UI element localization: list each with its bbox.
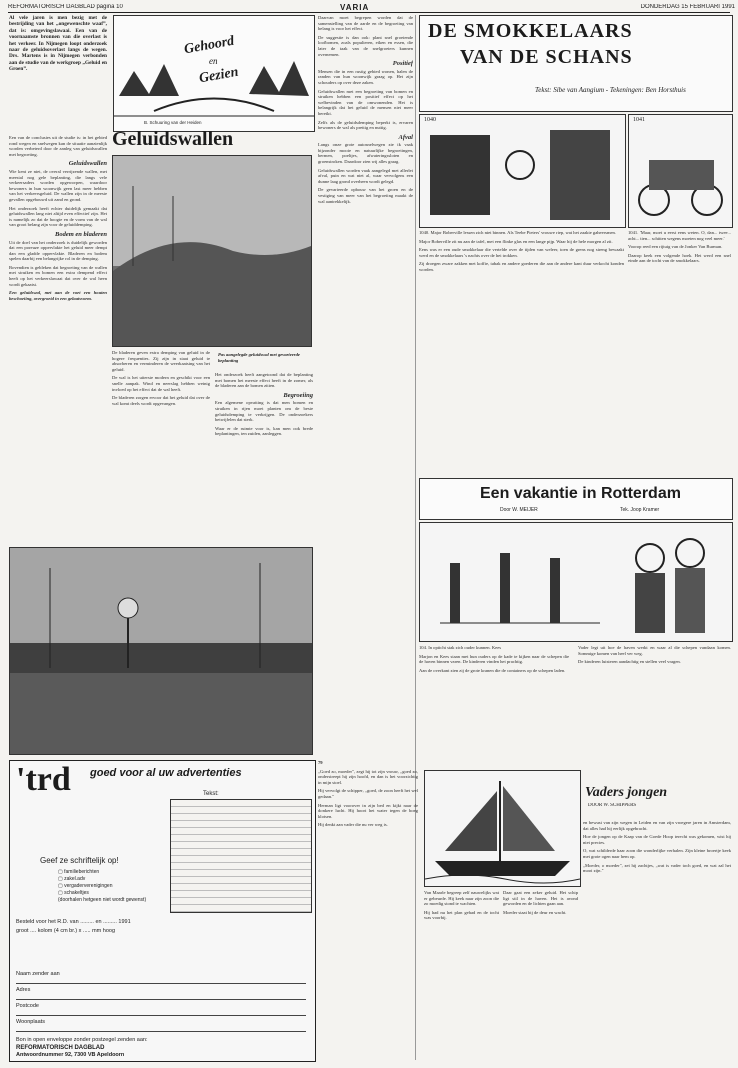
story-column-4: en bewust van zijn wegen in Leiden en van zijn vroegere jaren in Amsterdam, dat alles had hij eerlijk opgebracht. Hoe de jongen op de Kaap van de Goede Hoop terecht was gekomen, wist hij niet precies. O, wat schilderde haar zoon die wonderlijke verhalen. Zijn kleine broertje keek met grote ogen naar hem op. „Moeder, o moeder", zei hij zachtjes, „wat is vader toch goed, en wat zal het mooi zijn." [583, 820, 731, 874]
column-title-line2: en [209, 56, 218, 66]
ad-field-name[interactable]: Naam zender aan [16, 971, 306, 984]
ad-footer-name: REFORMATORISCH DAGBLAD [16, 1045, 105, 1051]
comic1-panel-2 [628, 114, 733, 228]
story-title: Vaders jongen [585, 785, 668, 800]
geluidswal-photo-2 [9, 547, 313, 755]
comic1-title-line1: DE SMOKKELAARS [428, 20, 633, 42]
ad-block [9, 760, 316, 1062]
comic2-panel-drawing [420, 523, 732, 641]
comic2-author: Door W. MEIJER [500, 507, 538, 513]
ad-slogan: goed voor al uw advertenties [90, 767, 242, 779]
header-rule [8, 12, 730, 13]
option-zakel[interactable]: ▢ zakel.adv [58, 876, 86, 882]
comic2-title: Een vakantie in Rotterdam [480, 485, 681, 502]
photo-2-image [10, 548, 312, 754]
ad-kind-label: Geef ze schriftelijk op! [40, 856, 119, 865]
column-author: B. Schuuring van der Heiden [144, 120, 202, 125]
subhead-afval: Afval [398, 133, 413, 141]
ad-field-address[interactable]: Adres [16, 987, 306, 1000]
ad-field-postcode[interactable]: Postcode [16, 1003, 306, 1016]
comic1-panel-1-drawing [420, 115, 625, 227]
ad-footer-note: Bon in open enveloppe zonder postzegel zenden aan: [16, 1037, 148, 1043]
page-header-left: REFORMATORISCH DAGBLAD pagina 10 [8, 4, 123, 10]
article-title: Geluidswallen [112, 128, 234, 150]
page-header-center: VARIA [340, 3, 370, 12]
options-note: (doorhalen hetgeen niet wordt gewenst) [58, 897, 147, 903]
checkbox-icon: ▢ [58, 890, 65, 896]
comic2-text-col-1: 104. In opticht stak zich ouder kunnen. Kees Marjon en Kees staan met hun ouders op de kade te kijken naar de schepen die de haven binnen varen. De kinderen vinden het prachtig. Aan de overkant zien zij de grote kranen die de containers op de schepen laden. [419, 645, 569, 673]
ad-field-city[interactable]: Woonplaats [16, 1019, 306, 1032]
checkbox-icon: ▢ [58, 876, 65, 882]
checkbox-icon: ▢ [58, 883, 65, 889]
ad-footer-address: Antwoordnummer 92, 7300 VB Apeldoorn [16, 1052, 125, 1058]
subhead-positief: Positief [392, 60, 413, 68]
story-column-3: Daar gaat een zeker geluid. Het schip ligt stil in de haven. Het is avond geworden en de lichten gaan aan. Moeder staat bij de deur en wacht. [503, 890, 578, 915]
sailing-ship-drawing [425, 771, 580, 886]
article-column-3: Het onderzoek heeft aangetoond dat de beplanting met bomen het meeste effect heeft in de zomer, als de bladeren aan de bomen zitten. Begroeiing Een algemene opvatting is dat men bomen en struiken in rijen moet planten om de beste geluidsdemping te verkrijgen. De onderzoekers betwijfelen dat sterk. Waar er de ruimte voor is, kan men ook brede beplantingen, ten zuiden, aanleggen. [215, 372, 313, 437]
ad-form-line-2: groot .... kolom (4 cm br.) x ..... mm hoog [16, 928, 116, 934]
column-title-line1: Gehoord [182, 33, 236, 58]
column-title-line3: Gezien [197, 64, 240, 87]
comic1-panel-1 [419, 114, 626, 228]
photo-1-image [113, 156, 311, 346]
comic-vakantie [419, 478, 733, 520]
page-header-right: DONDERDAG 15 FEBRUARI 1991 [640, 4, 735, 10]
article-column-2: De bladeren geven extra demping van geluid in de hogere frequenties. Zij zijn in staat geluid te absorberen en verminderen de weerkaatsing van het geluid. De wal is het uiterste modern en geschikt voor een snelle aanpak. Wind en neerslag hebben weinig invloed op het effect dat de wal heeft. De bladeren zorgen ervoor dat het geluid dat over de wal komt deels wordt opgevangen. [112, 350, 210, 406]
subhead-begroeiing: Begroeiing [283, 391, 313, 399]
story-number: 79 [318, 760, 323, 765]
photo-caption-2: Een geluidswal, met aan de voet een houten beschoeiing, overgroeid in een gelaatsvorm. [9, 290, 107, 301]
subhead-bodem: Bodem en bladeren [55, 230, 107, 238]
comic2-illustrator: Tek. Joop Kramer [620, 507, 660, 513]
article-column-4: Daarvan moet begrepen worden dat de samenstelling van de aarde en de begroeiing van belang is voor het effect. De suggestie is dan ook: plant snel groeiende loofbomen, zoals populieren, eiken en essen, die later de taak van de snelgroeiers kunnen overnemen. Positief Mensen die in een rustig gebied wonen, halen de randen van hun woonwijk graag op. Het zijn schouders op over deze zaken. Geluidswallen met een begroeiing van bomen en struiken hebben een positief effect op het welbevinden van de omwonenden. Het is belangrijk dat het geluid de mensen niet meer bereikt. Zelfs als de geluidsdemping beperkt is, ervaren bewoners de wal als prettig en nuttig. Afval Langs onze grote autosnelwegen zie ik vaak bijzonder mooie en natuurlijke begroeiingen, bermen, poeltjes, afwateringssloten en groenstroken. Daardoor zien wij alles graag. Geluidswallen worden vaak aangelegd met allerlei afval, puin en wat niet al, waar vervolgens een dunne laag grond overheen wordt gelegd. De gevarieerde opbouw van het groen en de vestiging van meer van het begroeiing maakt de wal aantrekkelijk. [318, 15, 413, 204]
column-gehoord-gezien [113, 15, 315, 132]
story-illustration [424, 770, 581, 887]
ad-logo: 'trd [16, 761, 71, 798]
comic2-text-col-2: Vader legt uit hoe de haven werkt en waar al die schepen vandaan komen. Sommige komen van heel ver weg. De kinderen luisteren aandachtig en stellen veel vragen. [578, 645, 731, 665]
checkbox-icon: ▢ [58, 869, 65, 875]
subhead-geluidswallen: Geluidswallen [68, 160, 107, 168]
ad-tekst-label: Tekst: [203, 791, 219, 797]
comic1-panel-2-drawing [629, 115, 732, 227]
geluidswal-photo-1 [112, 155, 312, 347]
story-column-2: Van Maarle begreep zelf nauwelijks wat er gebeurde. Hij keek naar zijn zoon die zo moedig stond te wachten. Hij had nu het plan gehad en de tocht was voorbij. [424, 890, 499, 921]
lead-paragraph: Al vele jaren is men bezig met de bestrijding van het „ongewenschte waaf”, dat is: omgevingslawaai. Een van de voornaamste bronnen van die overlast is het verkeer. In Nijmegen loopt onderzoek naar de geluidsoverlast langs de wegen. Drs. Martens is in Nijmegen verbonden aan de studie van de werkgroep „Geluid en Groen”. [9, 15, 107, 73]
comic1-panel-1-label: 1040 [424, 117, 436, 123]
ad-form-line-1: Besteld voor het R.D. van ......... en ......... 1991 [16, 919, 131, 925]
story-column-1: 79 „Goed zo, moeder", zegt hij tot zijn vrouw, „goed zo, onderstreept hij zijn hoofd, en dan is het voorzichtig in mijn stoel. Hij vervolgt de schipper, „goed, de zoon heeft het wel gedaan." Herman ligt voorover in zijn bed en kijkt naar de donkere lucht. Hij hoort het water tegen de boeg klotsen. Hij denkt aan vader die nu ver weg is. [318, 760, 418, 828]
comic1-title-line2: VAN DE SCHANS [460, 46, 633, 68]
photo-caption-1: Pas aangelegde geluidswal met gevarieerde beplanting [218, 352, 300, 363]
option-schakeltjes[interactable]: ▢ schakeltjes [58, 890, 89, 896]
ad-options [58, 869, 168, 904]
story-author: DOOR W. SCHIPPERS [588, 803, 637, 808]
comic2-panel [419, 522, 733, 642]
option-familieberichten[interactable]: ▢ familieberichten [58, 869, 100, 875]
comic1-text-col-2: 1041. 'Maar, moet u eerst eens weten. O, dan... twee... acht... tien... schitten wegens moeten nog veel meer.' Voorop reed een rijtuig van de Jonker Van Burman. Daarop keek een volgende hoek. Het werd een snel einde aan de tocht van de smokkelaars. [628, 230, 731, 264]
comic1-credit: Tekst: Sibe van Aangium - Tekeningen: Ben Horsthuis [535, 86, 686, 94]
comic1-panel-2-label: 1041 [633, 117, 645, 123]
option-vergader[interactable]: ▢ vergaderverenigingen [58, 883, 113, 889]
comic-smokkelaars [419, 15, 733, 112]
article-column-1: Een van de conclusies uit de studie is: in het gebied rond wegen en snelwegen kan de situatie aanzienlijk worden verbeterd door de aanleg van geluidswallen met begroeiing. Geluidswallen Wie kent ze niet, de overal verrijzende wallen, met meestal nog gele beplanting, die langs vele verkeersaders worden opgeworpen, waardoor bewoners in hun woonwijk geen last meer hebben van het verkeersgeluid. De wallen zijn in de meeste gevallen opgebouwd uit zand en grond. Het onderzoek heeft echter duidelijk gemaakt dat geluidswallen lang niet altijd even effectief zijn. Het is namelijk zo dat de hoogte en de vorm van de wal van groot belang zijn voor de geluiddemping. Bodem en bladeren Uit de doel van het onderzoek is duidelijk geworden dat een poreuze oppervlakte het geluid meer dempt dan een gladde oppervlakte. Bladeren en bodem spelen daarbij een belangrijke rol in de demping. Bovendien is gebleken dat begroeiing van de wallen met struiken en bomen een extra dempend effect heeft op het verkeerslawaai dat over de wal heen wordt gekaatst. Een geluidswal, met aan de voet een houten beschoeiing, overgroeid in een gelaatsvorm. [9, 135, 107, 301]
comic1-text-col-1: 1040. Major Boberville lessen zich niet binnen. Als Teebe Pieters' vrouwe riep, wat het zaakte gaheersmen. Major Boberville zit nu aan de tafel, met een flinke glas en een lange pijp. Waar hij de hele morgen al zit. Eens was er een oude smokkelaar die vertelde over de tijden van weleer, toen de grens nog streng bewaakt werd en de smokkelaars 's nachts over de hei trokken. Zij droegen zware zakken met koffie, tabak en andere goederen die aan de andere kant duur verkocht konden worden. [419, 230, 624, 272]
ad-tekst-field[interactable] [170, 799, 312, 913]
